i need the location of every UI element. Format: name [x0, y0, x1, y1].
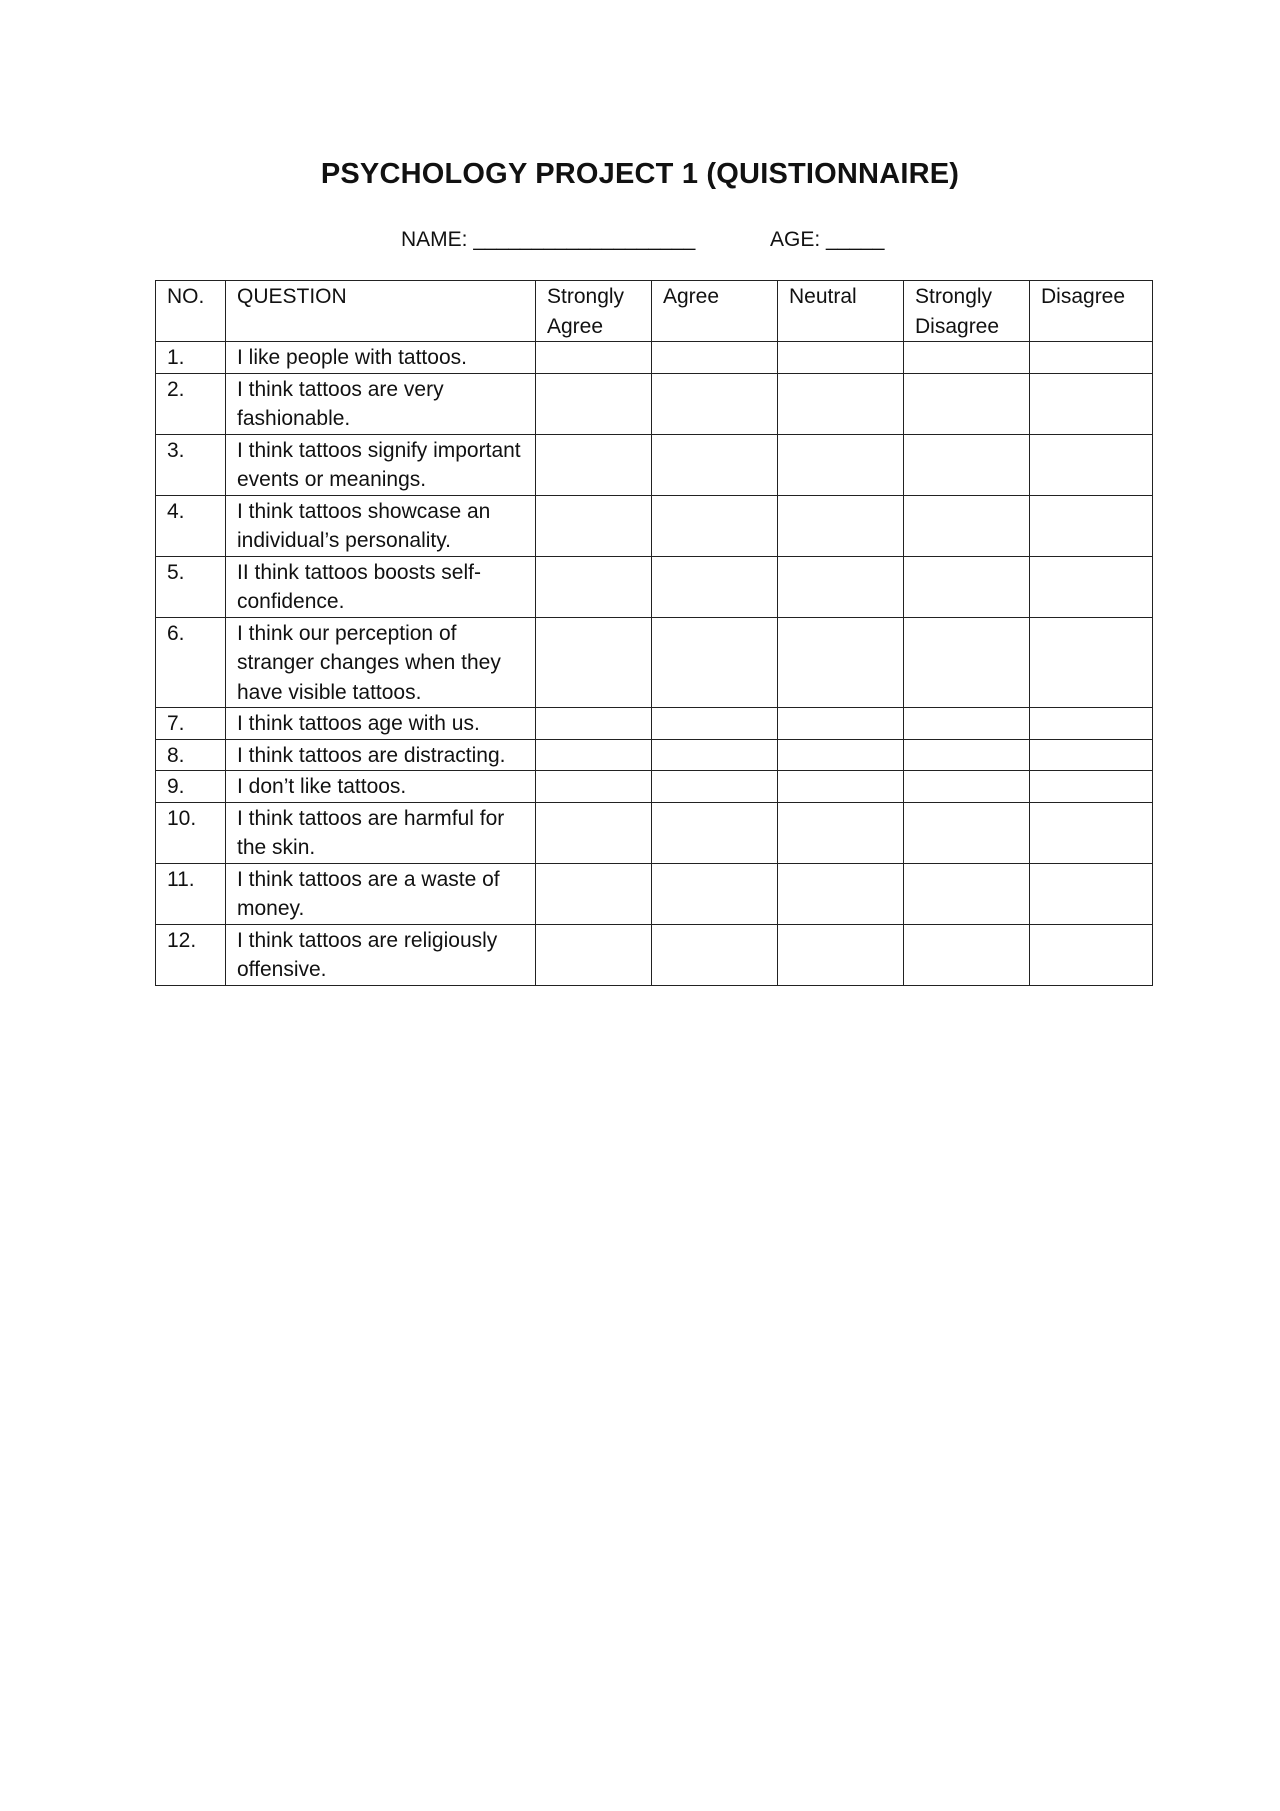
header-disagree: Disagree: [1030, 281, 1153, 342]
cell-strongly-agree[interactable]: [536, 434, 652, 495]
cell-agree[interactable]: [652, 771, 778, 803]
cell-strongly-agree[interactable]: [536, 556, 652, 617]
row-number: 10.: [156, 802, 226, 863]
cell-agree[interactable]: [652, 556, 778, 617]
header-strongly-disagree: Strongly Disagree: [904, 281, 1030, 342]
cell-neutral[interactable]: [778, 924, 904, 985]
row-number: 5.: [156, 556, 226, 617]
cell-neutral[interactable]: [778, 708, 904, 740]
cell-neutral[interactable]: [778, 495, 904, 556]
header-no: NO.: [156, 281, 226, 342]
row-number: 12.: [156, 924, 226, 985]
table-row: [156, 708, 1153, 740]
cell-strongly-disagree[interactable]: [904, 771, 1030, 803]
table-row: [156, 342, 1153, 374]
cell-strongly-agree[interactable]: [536, 342, 652, 374]
header-neutral: Neutral: [778, 281, 904, 342]
row-question: I think tattoos showcase an individual’s personality.: [226, 495, 536, 556]
cell-agree[interactable]: [652, 863, 778, 924]
cell-neutral[interactable]: [778, 771, 904, 803]
cell-disagree[interactable]: [1030, 342, 1153, 374]
page-title: PSYCHOLOGY PROJECT 1 (QUISTIONNAIRE): [320, 158, 960, 190]
row-number: 1.: [156, 342, 226, 374]
row-number: 7.: [156, 708, 226, 740]
cell-agree[interactable]: [652, 434, 778, 495]
row-number: 8.: [156, 739, 226, 771]
row-number: 11.: [156, 863, 226, 924]
cell-strongly-agree[interactable]: [536, 708, 652, 740]
cell-strongly-disagree[interactable]: [904, 802, 1030, 863]
questionnaire-table: [155, 280, 1153, 986]
cell-agree[interactable]: [652, 373, 778, 434]
cell-disagree[interactable]: [1030, 863, 1153, 924]
cell-neutral[interactable]: [778, 556, 904, 617]
cell-strongly-agree[interactable]: [536, 924, 652, 985]
row-question: II think tattoos boosts self-confidence.: [226, 556, 536, 617]
cell-strongly-disagree[interactable]: [904, 924, 1030, 985]
header-agree: Agree: [652, 281, 778, 342]
cell-agree[interactable]: [652, 739, 778, 771]
row-question: I think tattoos are very fashionable.: [226, 373, 536, 434]
cell-agree[interactable]: [652, 708, 778, 740]
table-row: [156, 373, 1153, 434]
age-field[interactable]: AGE: _____: [770, 228, 885, 251]
cell-strongly-agree[interactable]: [536, 863, 652, 924]
cell-disagree[interactable]: [1030, 924, 1153, 985]
table-row: [156, 556, 1153, 617]
cell-neutral[interactable]: [778, 739, 904, 771]
row-number: 2.: [156, 373, 226, 434]
cell-neutral[interactable]: [778, 802, 904, 863]
header-question: QUESTION: [226, 281, 536, 342]
cell-strongly-disagree[interactable]: [904, 863, 1030, 924]
cell-strongly-agree[interactable]: [536, 373, 652, 434]
table-row: [156, 924, 1153, 985]
row-question: I don’t like tattoos.: [226, 771, 536, 803]
row-question: I like people with tattoos.: [226, 342, 536, 374]
cell-strongly-disagree[interactable]: [904, 342, 1030, 374]
cell-disagree[interactable]: [1030, 617, 1153, 708]
row-question: I think tattoos are distracting.: [226, 739, 536, 771]
cell-strongly-disagree[interactable]: [904, 708, 1030, 740]
table-row: [156, 434, 1153, 495]
cell-strongly-disagree[interactable]: [904, 373, 1030, 434]
table-row: [156, 771, 1153, 803]
row-question: I think tattoos are harmful for the skin.: [226, 802, 536, 863]
cell-disagree[interactable]: [1030, 556, 1153, 617]
cell-neutral[interactable]: [778, 373, 904, 434]
cell-strongly-disagree[interactable]: [904, 434, 1030, 495]
table-header-row: [156, 281, 1153, 342]
table-row: [156, 863, 1153, 924]
cell-disagree[interactable]: [1030, 373, 1153, 434]
cell-agree[interactable]: [652, 617, 778, 708]
cell-agree[interactable]: [652, 802, 778, 863]
name-field[interactable]: NAME: ___________________: [401, 228, 696, 251]
cell-disagree[interactable]: [1030, 802, 1153, 863]
row-number: 4.: [156, 495, 226, 556]
cell-strongly-disagree[interactable]: [904, 617, 1030, 708]
cell-disagree[interactable]: [1030, 708, 1153, 740]
cell-strongly-disagree[interactable]: [904, 556, 1030, 617]
row-number: 3.: [156, 434, 226, 495]
cell-strongly-agree[interactable]: [536, 495, 652, 556]
row-question: I think our perception of stranger changes when they have visible tattoos.: [226, 617, 536, 708]
row-question: I think tattoos are a waste of money.: [226, 863, 536, 924]
cell-strongly-agree[interactable]: [536, 617, 652, 708]
header-strongly-agree: Strongly Agree: [536, 281, 652, 342]
cell-strongly-agree[interactable]: [536, 802, 652, 863]
row-question: I think tattoos signify important events or meanings.: [226, 434, 536, 495]
table-row: [156, 739, 1153, 771]
cell-disagree[interactable]: [1030, 434, 1153, 495]
row-question: I think tattoos are religiously offensive.: [226, 924, 536, 985]
cell-neutral[interactable]: [778, 434, 904, 495]
cell-disagree[interactable]: [1030, 739, 1153, 771]
cell-agree[interactable]: [652, 924, 778, 985]
row-number: 6.: [156, 617, 226, 708]
cell-strongly-disagree[interactable]: [904, 739, 1030, 771]
cell-strongly-agree[interactable]: [536, 771, 652, 803]
cell-disagree[interactable]: [1030, 771, 1153, 803]
info-line: [0, 228, 1280, 258]
cell-agree[interactable]: [652, 495, 778, 556]
table-row: [156, 495, 1153, 556]
cell-agree[interactable]: [652, 342, 778, 374]
table-row: [156, 617, 1153, 708]
row-question: I think tattoos age with us.: [226, 708, 536, 740]
cell-neutral[interactable]: [778, 863, 904, 924]
cell-neutral[interactable]: [778, 342, 904, 374]
cell-neutral[interactable]: [778, 617, 904, 708]
cell-strongly-agree[interactable]: [536, 739, 652, 771]
cell-strongly-disagree[interactable]: [904, 495, 1030, 556]
table-row: [156, 802, 1153, 863]
row-number: 9.: [156, 771, 226, 803]
cell-disagree[interactable]: [1030, 495, 1153, 556]
